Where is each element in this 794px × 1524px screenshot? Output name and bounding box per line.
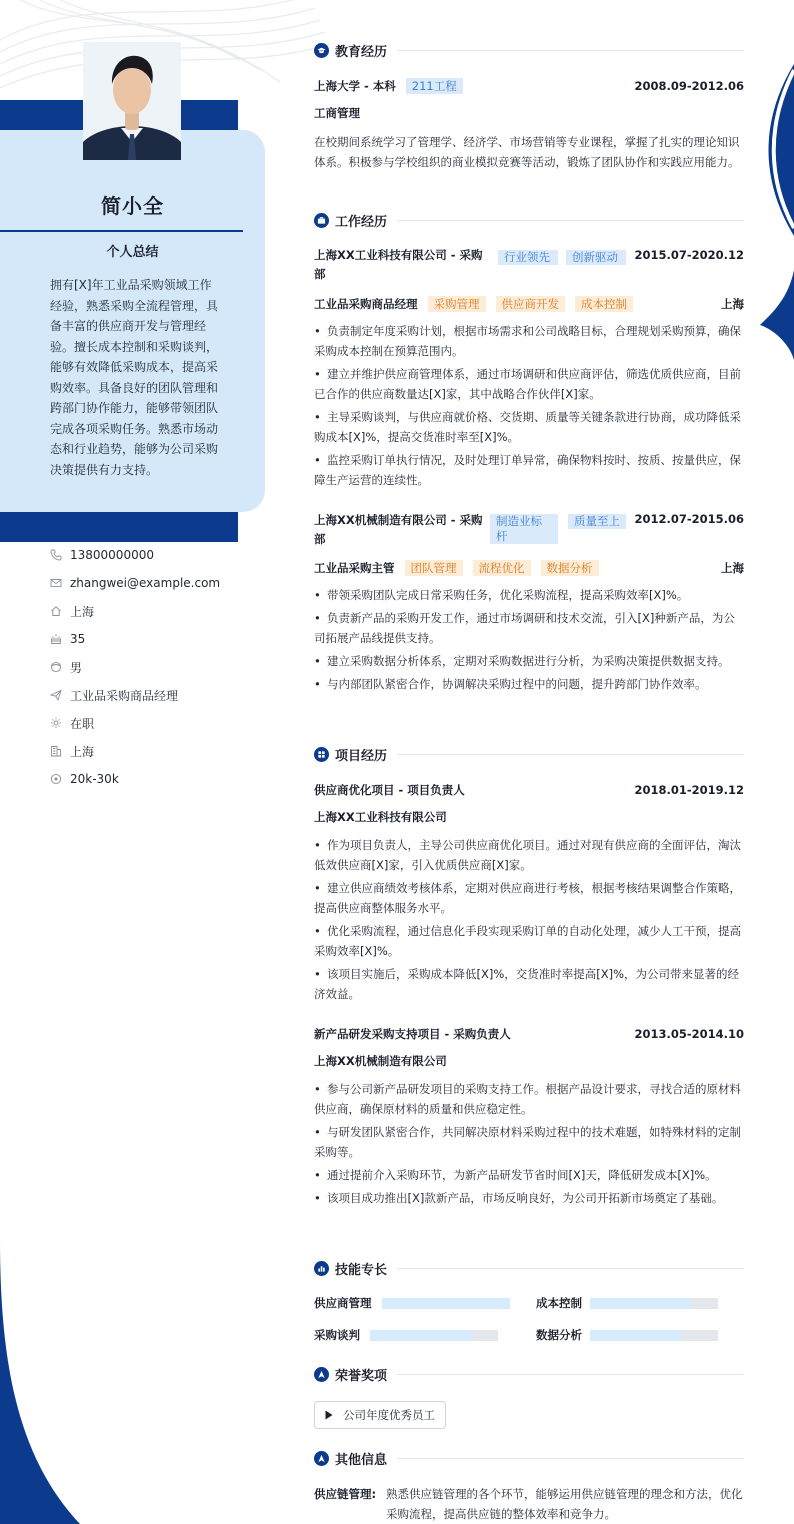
section-title: 工作经历 (335, 214, 388, 230)
contact-text: zhangwei@example.com (70, 576, 221, 590)
section-rule (397, 220, 744, 221)
company-tag: 行业领先 (498, 250, 558, 265)
contact-gender (50, 653, 250, 681)
work-date: 2015.07-2020.12 (634, 248, 744, 262)
company-tag: 制造业标杆 (490, 514, 558, 544)
list-item: • 建立采购数据分析体系，定期对采购数据进行分析，为采购决策提供数据支持。 (314, 654, 730, 668)
summary-heading: 个人总结 (106, 245, 159, 260)
medal-icon (314, 1367, 329, 1382)
gender-icon (50, 661, 62, 673)
project-name: 供应商优化项目 - 项目负责人 (314, 783, 465, 797)
education-desc: 在校期间系统学习了管理学、经济学、市场营销等专业课程，掌握了扎实的理论知识体系。积极参与学校组织的商业模拟竞赛等活动，锻炼了团队协作和实践应用能力。 (314, 135, 740, 169)
section-rule (397, 1374, 744, 1375)
list-item: • 建立供应商绩效考核体系，定期对供应商进行考核，根据考核结果调整合作策略，提高供应商整体服务水平。 (314, 881, 741, 915)
section-title: 荣誉奖项 (335, 1368, 388, 1384)
skill-tag: 成本控制 (575, 296, 633, 312)
project-org: 上海XX工业科技有限公司 (314, 810, 447, 824)
project-org: 上海XX机械制造有限公司 (314, 1054, 447, 1068)
section-rule (397, 1268, 744, 1269)
skill-tag: 采购管理 (428, 296, 486, 312)
list-item: • 优化采购流程，通过信息化手段实现采购订单的自动化处理，减少人工干预，提高采购效率[X]%。 (314, 924, 741, 958)
skill-tag: 数据分析 (541, 560, 599, 576)
contact-text: 13800000000 (70, 548, 154, 562)
mail-icon (50, 577, 62, 589)
skill-fill (590, 1330, 682, 1341)
cake-icon (50, 633, 62, 645)
contact-list (50, 541, 250, 793)
award-text: 公司年度优秀员工 (343, 1408, 435, 1422)
info-icon (314, 1451, 329, 1466)
company-tag: 创新驱动 (566, 250, 626, 265)
list-item: • 该项目实施后，采购成本降低[X]%，交货准时率提高[X]%，为公司带来显著的经济效益。 (314, 967, 740, 1001)
send-icon (50, 689, 62, 701)
skill-tag: 团队管理 (405, 560, 463, 576)
project-date: 2018.01-2019.12 (634, 783, 744, 797)
grid-icon (314, 747, 329, 762)
section-title: 教育经历 (335, 44, 388, 60)
company-name: 上海XX机械制造有限公司 - 采购部 (314, 513, 483, 546)
section-work (314, 210, 744, 230)
skill-fill (590, 1298, 690, 1309)
section-skills (314, 1258, 744, 1278)
graduation-cap-icon (314, 43, 329, 58)
contact-text: 20k-30k (70, 772, 119, 786)
briefcase-icon (314, 213, 329, 228)
work-bullets (314, 585, 744, 697)
project-header (314, 1025, 744, 1043)
major: 工商管理 (314, 106, 360, 120)
skill-name: 成本控制 (536, 1296, 582, 1310)
skill-fill (382, 1298, 510, 1309)
work-city: 上海 (721, 561, 744, 575)
other-label: 供应链管理: (314, 1487, 377, 1501)
list-item: • 带领采购团队完成日常采购任务，优化采购流程，提高采购效率[X]%。 (314, 588, 689, 602)
school-tag: 211工程 (406, 78, 463, 94)
building-icon (50, 745, 62, 757)
skill-name: 采购谈判 (314, 1328, 360, 1342)
home-icon (50, 605, 62, 617)
role-title: 工业品采购商品经理 (314, 297, 418, 311)
list-item: • 该项目成功推出[X]款新产品，市场反响良好，为公司开拓新市场奠定了基础。 (314, 1191, 724, 1205)
project-header (314, 781, 744, 799)
section-other (314, 1448, 744, 1468)
list-item: • 通过提前介入采购环节，为新产品研发节省时间[X]天，降低研发成本[X]%。 (314, 1168, 717, 1182)
avatar (83, 42, 181, 160)
list-item: • 监控采购订单执行情况，及时处理订单异常，确保物料按时、按质、按量供应，保障生产运营的连续性。 (314, 453, 741, 487)
skill-name: 数据分析 (536, 1328, 582, 1342)
work-bullets (314, 321, 744, 493)
skill-bar (370, 1330, 498, 1341)
list-item: • 负责制定年度采购计划，根据市场需求和公司战略目标，合理规划采购预算，确保采购成本控制在预算范围内。 (314, 324, 741, 358)
contact-salary (50, 765, 250, 793)
company-name: 上海XX工业科技有限公司 - 采购部 (314, 248, 483, 281)
list-item: • 作为项目负责人，主导公司供应商优化项目。通过对现有供应商的全面评估，淘汰低效供应商[X]家，引入优质供应商[X]家。 (314, 838, 741, 872)
contact-age (50, 625, 250, 653)
contact-text: 上海 (70, 604, 95, 619)
project-name: 新产品研发采购支持项目 - 采购负责人 (314, 1027, 511, 1041)
gear-icon (50, 717, 62, 729)
list-item: • 负责新产品的采购开发工作，通过市场调研和技术交流，引入[X]种新产品，为公司拓展产品线提供支持。 (314, 611, 735, 645)
play-icon (325, 1410, 333, 1420)
phone-icon (50, 549, 62, 561)
section-rule (397, 50, 744, 51)
other-text: 熟悉供应链管理的各个环节，能够运用供应链管理的理念和方法，优化采购流程，提高供应链的整体效率和竞争力。 (386, 1487, 743, 1521)
contact-text: 男 (70, 660, 83, 675)
skill-fill (370, 1330, 472, 1341)
list-item: • 建立并维护供应商管理体系，通过市场调研和供应商评估，筛选优质供应商，目前已合作的供应商数量达[X]家，其中战略合作伙伴[X]家。 (314, 367, 741, 401)
skill-bar (590, 1330, 718, 1341)
section-rule (397, 1458, 744, 1459)
list-item: • 与研发团队紧密合作，共同解决原材料采购过程中的技术难题，如特殊材料的定制采购等。 (314, 1125, 741, 1159)
project-date: 2013.05-2014.10 (634, 1027, 744, 1041)
contact-location (50, 597, 250, 625)
education-date: 2008.09-2012.06 (634, 79, 744, 93)
skill-name: 供应商管理 (314, 1296, 372, 1310)
list-item: • 与内部团队紧密合作，协调解决采购过程中的问题，提升跨部门协作效率。 (314, 677, 707, 691)
contact-text: 上海 (70, 744, 95, 759)
skill-tag: 流程优化 (473, 560, 531, 576)
role-title: 工业品采购主管 (314, 561, 395, 575)
award-chip (314, 1401, 446, 1429)
footer-band (0, 512, 238, 542)
list-item: • 参与公司新产品研发项目的采购支持工作。根据产品设计要求，寻找合适的原材料供应商，确保原材料的质量和供应稳定性。 (314, 1082, 741, 1116)
skill-bar (382, 1298, 510, 1309)
contact-status (50, 709, 250, 737)
contact-city (50, 737, 250, 765)
skill-tag: 供应商开发 (496, 296, 566, 312)
section-title: 技能专长 (335, 1262, 388, 1278)
section-projects (314, 744, 744, 764)
project-bullets (314, 1079, 744, 1211)
contact-phone (50, 541, 250, 569)
skill-bar (590, 1298, 718, 1309)
section-rule (397, 754, 744, 755)
work-date: 2012.07-2015.06 (634, 512, 744, 526)
section-title: 项目经历 (335, 748, 388, 764)
work-city: 上海 (721, 297, 744, 311)
company-tag: 质量至上 (568, 514, 626, 529)
section-title: 其他信息 (335, 1452, 388, 1468)
contact-email (50, 569, 250, 597)
salary-icon (50, 773, 62, 785)
role-row (314, 295, 744, 313)
contact-text: 工业品采购商品经理 (70, 688, 179, 703)
education-header (314, 77, 744, 95)
summary-text: 拥有[X]年工业品采购领域工作经验，熟悉采购全流程管理，具备丰富的供应商开发与管理经验。擅长成本控制和采购谈判，能够有效降低采购成本，提高采购效率。具备良好的团队管理和跨部门协作能力，能够带领团队完成各项采购任务。熟悉市场动态和行业趋势，能够为公司采购决策提供有力支持。 (50, 278, 219, 477)
contact-position (50, 681, 250, 709)
name-divider (0, 230, 243, 232)
contact-text: 35 (70, 632, 86, 646)
candidate-name: 简小全 (101, 194, 164, 218)
bar-chart-icon (314, 1261, 329, 1276)
role-row (314, 559, 744, 577)
school-name: 上海大学 - 本科 (314, 79, 396, 93)
project-bullets (314, 835, 744, 1007)
list-item: • 主导采购谈判，与供应商就价格、交货期、质量等关键条款进行协商，成功降低采购成本[X]%，提高交货准时率至[X]%。 (314, 410, 741, 444)
contact-text: 在职 (70, 716, 95, 731)
section-awards (314, 1364, 744, 1384)
section-education (314, 40, 744, 60)
